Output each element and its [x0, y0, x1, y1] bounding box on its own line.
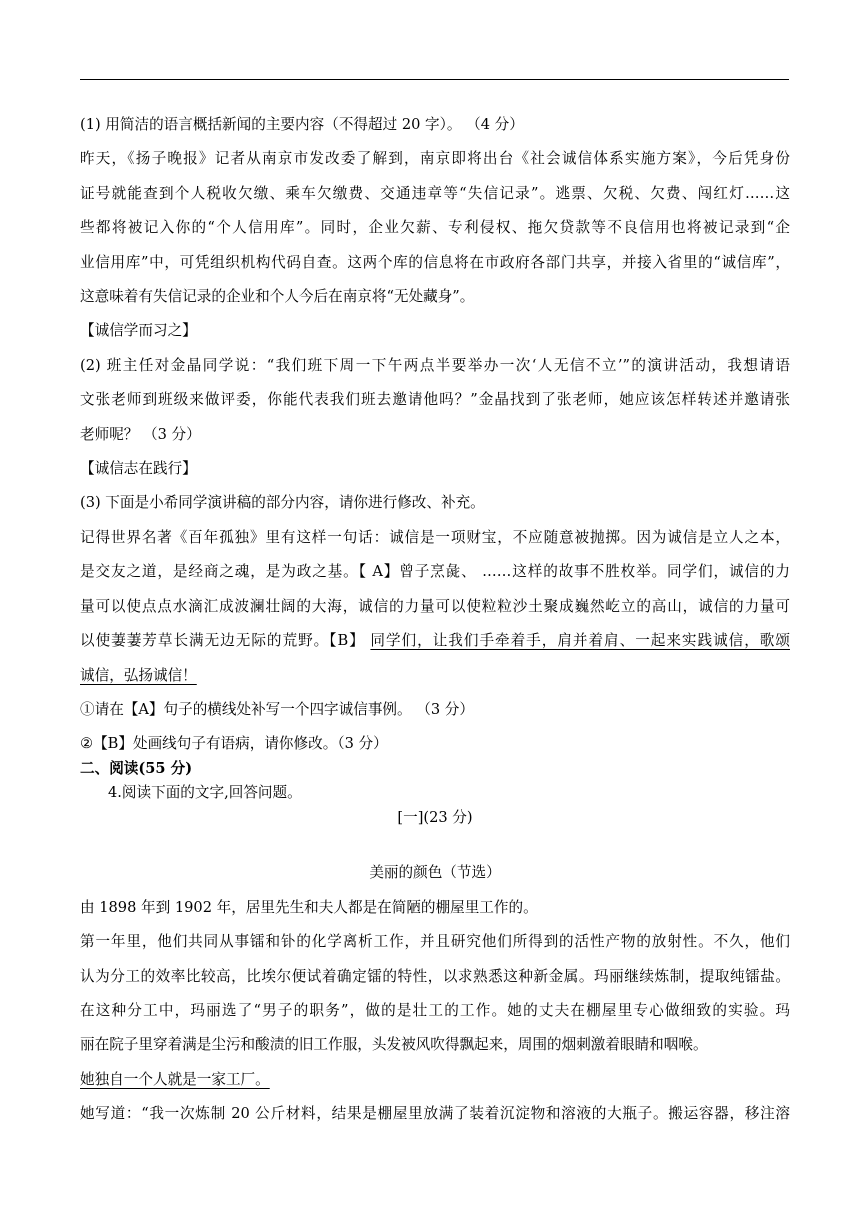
- underlined-sentence: 同学们，让我们手牵着手，肩并着肩、一起来实践诚信，歌颂: [370, 632, 790, 650]
- news-line: 些都将被记入你的“个人信用库”。同时，企业欠薪、专利侵权、拖欠贷款等不良信用也将被记录到“企: [80, 219, 790, 237]
- speech-plain: 以使萋萋芳草长满无边无际的荒野。【B】: [80, 632, 371, 650]
- article-line: 丽在院子里穿着满是尘污和酸渍的旧工作服，头发被风吹得飘起来，周围的烟刺激着眼睛和咽喉。: [80, 1036, 708, 1054]
- article-title: 美丽的颜色（节选）: [369, 864, 501, 882]
- speech-line: 量可以使点点水滴汇成波澜壮阔的大海，诚信的力量可以使粒粒沙土聚成巍然屹立的高山，诚信的力量可: [80, 597, 790, 615]
- section-heading-learn: 【诚信学而习之】: [80, 322, 197, 340]
- sub-question-a: ①请在【A】句子的横线处补写一个四字诚信事例。 （3 分）: [80, 700, 474, 718]
- reading-instruction: 4.阅读下面的文字,回答问题。: [108, 784, 302, 802]
- article-line: 她写道：“我一次炼制 20 公斤材料，结果是棚屋里放满了装着沉淀物和溶液的大瓶子。搬运容器，移注溶: [80, 1105, 790, 1123]
- spacer: [80, 830, 790, 856]
- question-2-line: 老师呢？ （3 分）: [80, 425, 201, 443]
- underlined-sentence: 诚信，弘扬诚信！: [80, 666, 197, 684]
- question-3-prompt: (3) 下面是小希同学演讲稿的部分内容，请你进行修改、补充。: [80, 494, 485, 512]
- news-line: 业信用库”中，可凭组织机构代码自查。这两个库的信息将在市政府各部门共享，并接入省里的“诚信库”，: [80, 253, 790, 271]
- speech-line: [80, 624, 790, 658]
- speech-line: 是交友之道，是经商之魂，是为政之基。【 A】曾子烹彘、 ……这样的故事不胜枚举。同学们，诚信的力: [80, 563, 790, 581]
- header-rule: [80, 79, 789, 80]
- speech-line: [80, 659, 790, 693]
- article-line: 在这种分工中，玛丽选了“男子的职务”，做的是壮工的工作。她的丈夫在棚屋里专心做细致的实验。玛: [80, 1001, 790, 1019]
- sub-question-b: ②【B】处画线句子有语病，请你修改。（3 分）: [80, 735, 388, 753]
- document-body: [80, 108, 790, 1132]
- article-line: 认为分工的效率比较高，比埃尔便试着确定镭的特性，以求熟悉这种新金属。玛丽继续炼制，提取纯镭盐。: [80, 967, 790, 985]
- news-line: 证号就能查到个人税收欠缴、乘车欠缴费、交通违章等“失信记录”。逃票、欠税、欠费、闯红灯……这: [80, 184, 790, 202]
- speech-line: 记得世界名著《百年孤独》里有这样一句话：诚信是一项财宝，不应随意被抛掷。因为诚信是立人之本，: [80, 528, 790, 546]
- underlined-sentence: 她独自一个人就是一家工厂。: [80, 1070, 270, 1088]
- question-2-line: (2) 班主任对金晶同学说：“我们班下周一下午两点半要举办一次‘人无信不立’”的演讲活动，我想请语: [80, 356, 790, 374]
- article-line: 第一年里，他们共同从事镭和钋的化学离析工作，并且研究他们所得到的活性产物的放射性。不久，他们: [80, 933, 790, 951]
- section-heading-practice: 【诚信志在践行】: [80, 460, 197, 478]
- reading-heading: 二、阅读(55 分): [80, 760, 193, 778]
- question-2-line: 文张老师到班级来做评委，你能代表我们班去邀请他吗？”金晶找到了张老师，她应该怎样转述并邀请张: [80, 391, 790, 409]
- news-line: 昨天，《扬子晚报》记者从南京市发改委了解到，南京即将出台《社会诚信体系实施方案》，今后凭身份: [80, 150, 790, 168]
- article-paragraph: 由 1898 年到 1902 年，居里先生和夫人都是在简陋的棚屋里工作的。: [80, 898, 538, 916]
- question-1-prompt: (1) 用简洁的语言概括新闻的主要内容（不得超过 20 字）。 （4 分）: [80, 116, 524, 133]
- article-paragraph: [80, 1063, 790, 1097]
- news-line: 这意味着有失信记录的企业和个人今后在南京将“无处藏身”。: [80, 288, 475, 306]
- reading-subheading: [一](23 分): [397, 809, 473, 827]
